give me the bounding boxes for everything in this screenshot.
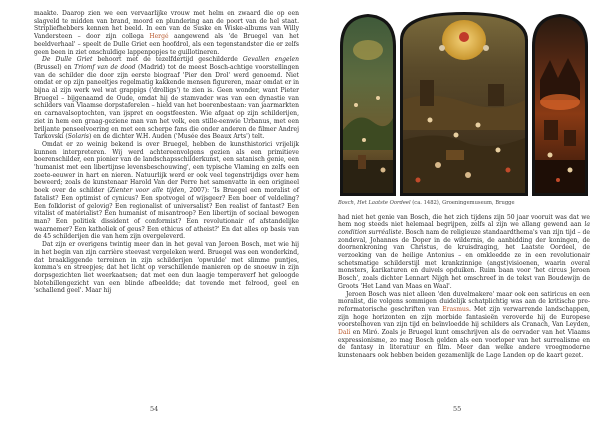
italic-text: Bosch, Het Laatste Oordeel bbox=[338, 200, 411, 206]
right-page bbox=[338, 10, 590, 360]
italic-text: Gevallen engelen bbox=[242, 56, 300, 64]
italic-text: Zienter voor alle tijden bbox=[109, 187, 185, 195]
left-page-text bbox=[34, 10, 299, 295]
last-judgement-triptych-image bbox=[338, 10, 590, 196]
highlighted-name: Hergé bbox=[149, 33, 169, 41]
italic-text: De Dulle Griet bbox=[42, 56, 93, 64]
paragraph: De Dulle Griet behoort met de tezelfdertijd geschilderde Gevallen engelen (Brussel) en Triomf van de dood (Madrid) tot de meest Bosch-achtige voorstellingen van de schilder die door zijn eerste biograaf 'Pier den Drol' werd genoemd. Niet omdat er op zijn paneeltjes regelmatig kakkende mensen figureren, maar omdat er in bijna al zijn werk wel wat grappigs ('drolligs') te zien is. Geen wonder, want Pieter Bruegel – bijgenaamd de Oude, omdat hij de stamvader was van een dynastie van schilders van Vlaamse dorpstaferelen – hield van het boerenbestaan: van jaarmarkten en carnavalsoptochten, van ijspret en oogstfeesten. Wie afgaat op zijn schilderijen, ziet in hem een graag-geziene man van het volk, een stille-eenwie Urbanus, met een briljante penseelvoering en met een scherpe fans die onder anderen de filmer Andrej Tarkovski (Solaris) en de dichter W.H. Auden ('Musée des Beaux Arts') telt. bbox=[34, 56, 300, 141]
triptych-painting bbox=[338, 10, 590, 196]
triptych-center-panel bbox=[400, 12, 528, 196]
paragraph: had niet het genie van Bosch, die het zich tijdens zijn 50 jaar vooruit was dat we hem nog steeds niet helemaal begrijpen, zelfs al zijn we allang gewend aan la condition surréaliste. Bosch nam de religieuze standaardthema's van zijn tijd – de zondeval, Johannes de Doper in de wildernis, de aanbidding der koningen, de doornenkroning van Christus, de kruisdraging, het Laatste Oordeel, de verzoeking van de heilige Antonius – en omkleedde ze in een revolutionair schetsmatige schilderstijl met krankzinnige (angst)visioenen, waarin overal monsters, karikaturen en duivels opduiken. Ruim baan voor 'het circus Jeroen Bosch', zoals dichter Lennart Nijgh het omschreef in de tekst van Boudewijn de Groots 'Het Land van Maas en Waal'. bbox=[338, 213, 590, 290]
left-page bbox=[34, 10, 299, 295]
paragraph: Dat zijn er overigens twintig meer dan in het geval van Jeroen Bosch, met wie hij in het begin van zijn carrière steevast vergeleken werd. Bruegel was een wonderkind, dat braakliggende terreinen in zijn schilderijen 'opwulde' met slimme puntjes, komma's en streepjes; dat het licht op verschillende manieren op de snoeuw in zijn dorpsgezichten liet weerkaatsen; dat met een dun laagje temperaverf het geloogde blotebillengezicht van een blinde afbeeldde; dat tovende met felrood, geel en 'schallend geel'. Maar hij bbox=[34, 241, 299, 295]
painting-caption: Bosch, Het Laatste Oordeel (ca. 1482), Groeningemuseum, Brugge bbox=[338, 200, 515, 206]
paragraph: Omdat er zo weinig bekend is over Bruegel, hebben de kunsthistorici vrijelijk kunnen interpreteren. Wij werd achtereenvolgens gezien als een primitieve boerenschilder, een pionier van de landschapsschilderkunst, een satanisch genie, een 'humanist met een libertijnse levensbeschouwing', een typische Vlaming en zelfs een zoete-eeuwer in hart en nieren. Natuurlijk werd er ook veel tegenstrijdigs over hem beweerd; zoals de kunstenaar Harold Van der Perre het samenvatte in een origineel boek over de schilder (Zienter voor alle tijden, 2007): 'Is Bruegel een moralist of fatalist? Een optimist of cynicus? Een spotvogel of wijsgeer? Een boer of veldeling? Een folklorist of gelovig? Een regionalist of universalist? Een realist of fantast? Een vitalist of matérialist? Een humanist of misantroop? Een libertijn of sociaal bewogen man? Een politiek dissident of conformist? Een revolutionair of afstandelijke waarnemer? Een katholiek of geus? Een ethicus of atheist?' En dat alles op basis van de 45 schilderijen die van hem zijn overgeleverd. bbox=[34, 140, 299, 241]
italic-text: la condition surréaliste bbox=[338, 221, 590, 236]
triptych-left-wing bbox=[340, 14, 396, 196]
highlighted-name: Erasmus bbox=[442, 305, 470, 313]
triptych-right-wing bbox=[532, 14, 588, 196]
page-number-right: 55 bbox=[453, 405, 462, 413]
italic-text: Solaris bbox=[67, 133, 90, 141]
italic-text: Triomf van de dood bbox=[74, 63, 136, 71]
page-number-left: 54 bbox=[150, 405, 159, 413]
paragraph: maakte. Daarop zien we een vervaarlijke vrouw met helm en zwaard die op een slagveld te midden van brand, moord en plundering aan de poort van de hel staat. Stripliefhebbers kennen het beeld. In een van de Suske en Wiske-albums van Willy Vandersteen – door zijn collega Hergé aangewend als 'de Bruegel van het beeldverhaal' – speelt de Dulle Griet een hoofdrol, als een tegenstandster die er zelfs geen been in ziet onschuldige lappenpopjes te guillotineren. bbox=[34, 10, 299, 56]
right-page-text bbox=[338, 214, 590, 360]
paragraph: Jeroen Bosch was niet alleen 'den duvelmakere' maar ook een satiricus en een moralist, die volgens sommigen duidelijk schatplichtig was aan de kritische pre-reformatorische geschriften van Erasmus. Met zijn verwarrende landschappen, zijn hoge horizonten en zijn morbide fantasieën veroverde hij de Europese voorstelhoven van zijn tijd en beïnvloedde hij schilders als Cranach, Van Leyden, Dalí en Miró. Zoals je Bruegel kunt omschrijven als de oervader van het Vlaams expressionisme, zo mag Bosch gelden als een voorloper van het surrealisme en de fantasy in literatuur en film. Meer dan welke andere vroegmoderne kunstenaars ook hebben beiden gezamenlijk de Lage Landen op de kaart gezet. bbox=[338, 290, 590, 360]
highlighted-name: Dalí bbox=[338, 329, 351, 337]
